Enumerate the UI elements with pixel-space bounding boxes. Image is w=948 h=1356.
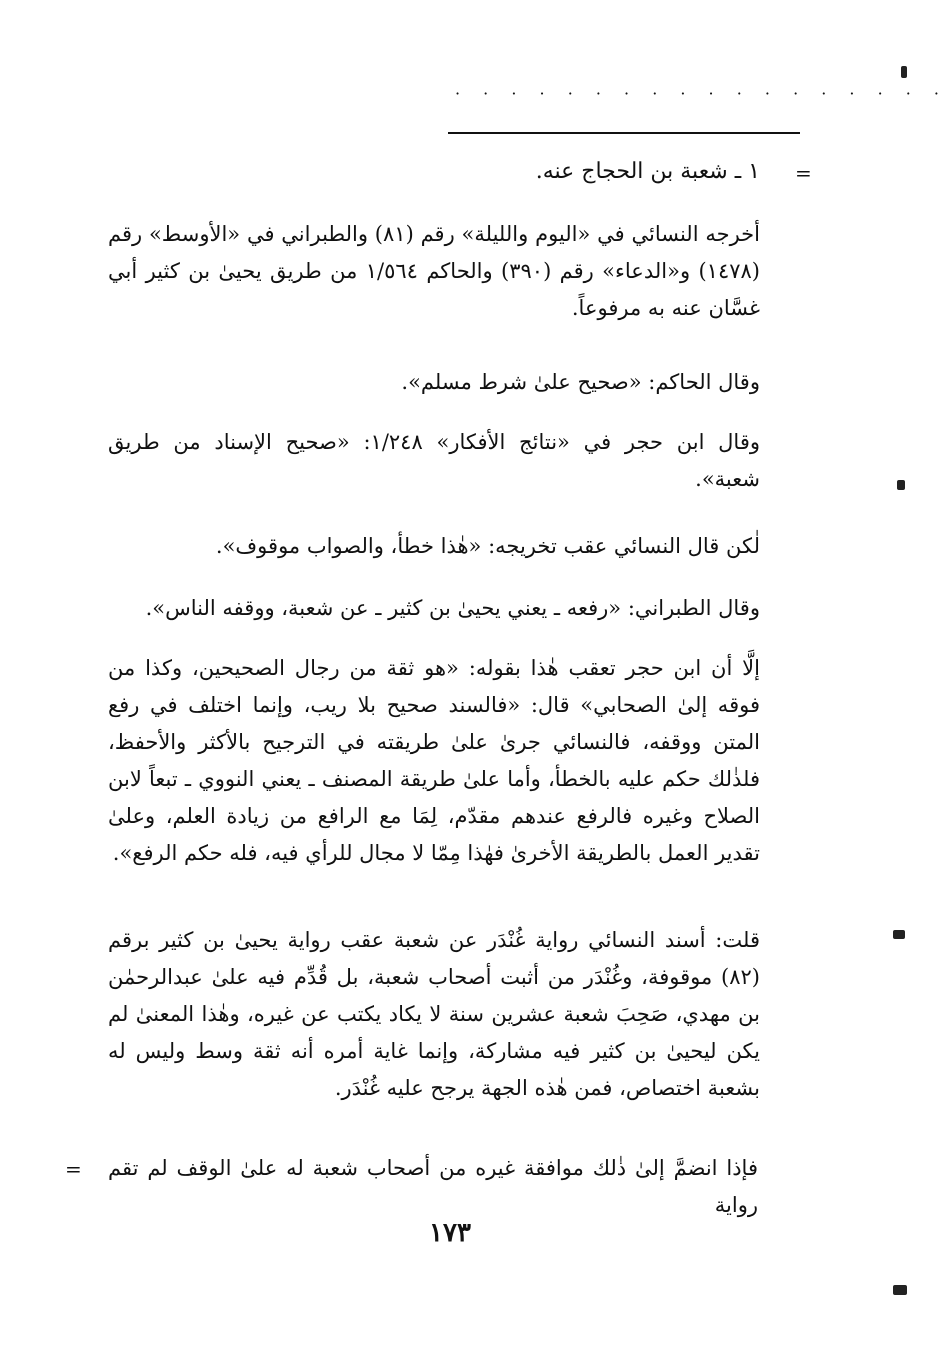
paragraph-takhrij: أخرجه النسائي في «اليوم والليلة» رقم (٨١) والطبراني في «الأوسط» رقم (١٤٧٨) و«الدعاء» رقم (٣٩٠) والحاكم ١/٥٦٤ من طريق يحيىٰ بن كثير أبي غسَّان عنه به مرفوعاً.	[108, 222, 760, 320]
continuation-mark-bottom: =	[65, 1157, 82, 1181]
scan-edge-mark	[893, 930, 905, 939]
paragraph-nasai: لٰكن قال النسائي عقب تخريجه: «هٰذا خطأ، والصواب موقوف».	[215, 534, 760, 558]
paragraph-author-comment: قلت: أسند النسائي رواية غُنْدَر عن شعبة عقب رواية يحيىٰ بن كثير برقم (٨٢) موقوفة، وغُنْدَر من أثبت أصحاب شعبة، بل قُدِّم فيه علىٰ عبدالرحمٰن بن مهدي، صَحِبَ شعبة عشرين سنة لا يكاد يكتب عن غيره، وهٰذا المعنىٰ لم يكن ليحيىٰ بن كثير فيه مشاركة، وإنما غاية أمره أنه ثقة وسط وليس له بشعبة اختصاص، فمن هٰذه الجهة يرجح عليه غُنْدَر.	[108, 928, 760, 1100]
page-number: ١٧٣	[429, 1218, 471, 1248]
scan-edge-mark	[897, 480, 905, 490]
paragraph-ibn-hajar-reply: إلَّا أن ابن حجر تعقب هٰذا بقوله: «هو ثقة من رجال الصحيحين، وكذا من فوقه إلىٰ الصحابي» قال: «فالسند صحيح بلا ريب، وإنما اختلف في رفع المتن ووقفه، فالنسائي جرىٰ علىٰ طريقته في الترجيح بالأكثر والأحفظ، فلذٰلك حكم عليه بالخطأ، وأما علىٰ طريقة المصنف ـ يعني النووي ـ تبعاً لابن الصلاح وغيره فالرفع عندهم مقدّم، لِمَا مع الرافع من زيادة العلم، وعلىٰ تقدير العمل بالطريقة الأخرىٰ فهٰذا مِمّا لا مجال للرأي فيه، فله حكم الرفع».	[108, 656, 760, 865]
continuation-mark-top: =	[795, 161, 812, 185]
footnote-heading: ١ ـ شعبة بن الحجاج عنه.	[535, 159, 760, 184]
scan-edge-mark	[901, 66, 907, 78]
scan-edge-mark	[893, 1285, 907, 1295]
paragraph-ibn-hajar: وقال ابن حجر في «نتائج الأفكار» ١/٢٤٨: «صحيح الإسناد من طريق شعبة».	[108, 430, 760, 491]
paragraph-tabarani: وقال الطبراني: «رفعه ـ يعني يحيىٰ بن كثير ـ عن شعبة، ووقفه الناس».	[145, 596, 760, 620]
paragraph-continued: فإذا انضمَّ إلىٰ ذٰلك موافقة غيره من أصحاب شعبة له علىٰ الوقف لم تقم رواية	[108, 1156, 758, 1217]
paragraph-hakim: وقال الحاكم: «صحيح علىٰ شرط مسلم».	[401, 370, 760, 394]
separator-dots: · · · · · · · · · · · · · · · · · ·	[455, 84, 948, 103]
footnote-rule	[448, 132, 800, 134]
